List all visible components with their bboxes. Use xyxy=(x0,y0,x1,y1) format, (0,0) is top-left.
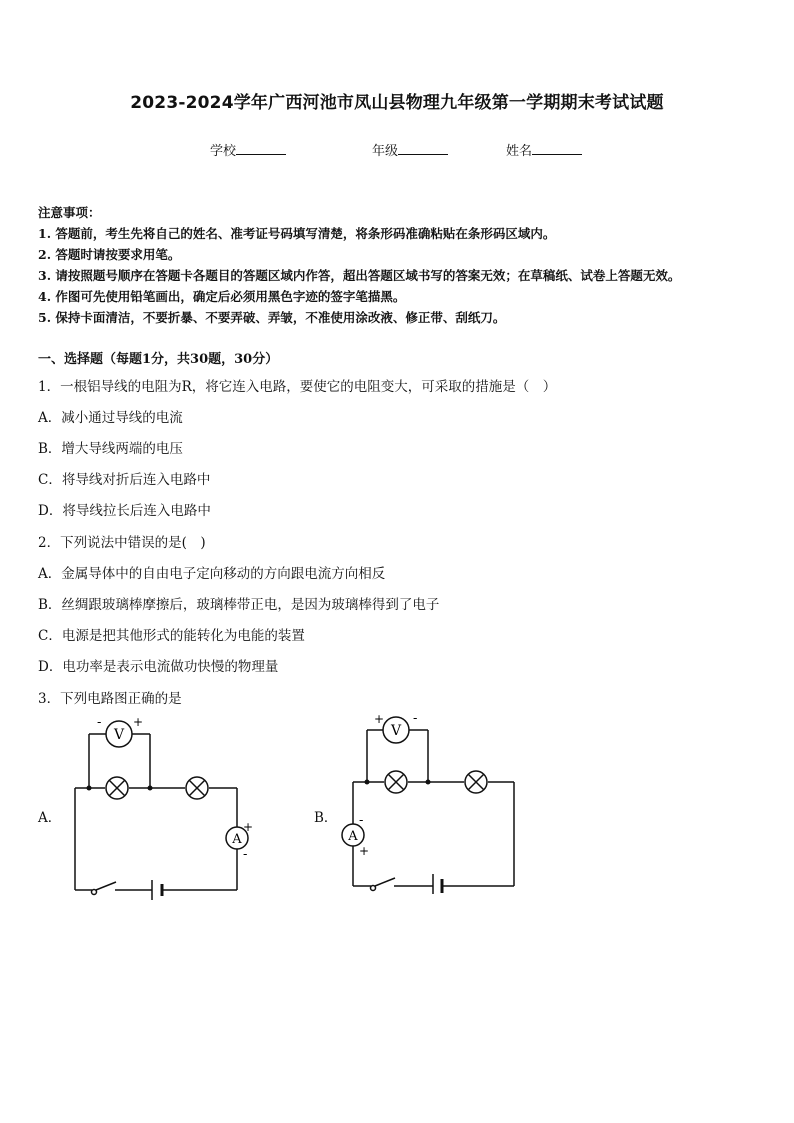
lamp-icon xyxy=(186,777,208,799)
option-c[interactable]: C．将导线对折后连入电路中 xyxy=(38,472,211,488)
circuit-b-diagram[interactable] xyxy=(337,710,527,894)
battery-icon xyxy=(433,874,442,894)
ammeter-minus-sign: - xyxy=(359,813,364,828)
section-heading: 一、选择题（每题1分，共30题，30分） xyxy=(38,352,279,367)
school-field[interactable] xyxy=(210,140,286,159)
junction-dot xyxy=(365,780,370,785)
note-item: 5. 保持卡面清洁，不要折暴、不要弄破、弄皱，不准使用涂改液、修正带、刮纸刀。 xyxy=(38,310,506,325)
option-b[interactable]: B．丝绸跟玻璃棒摩擦后，玻璃棒带正电，是因为玻璃棒得到了电子 xyxy=(38,597,440,613)
junction-dot xyxy=(148,786,153,791)
option-c[interactable]: C．电源是把其他形式的能转化为电能的装置 xyxy=(38,628,305,644)
note-item: 3. 请按照题号顺序在答题卡各题目的答题区域内作答，超出答题区域书写的答案无效；在草稿纸、试卷上答题无效。 xyxy=(38,268,681,283)
note-item: 1. 答题前，考生先将自己的姓名、准考证号码填写清楚，将条形码准确粘贴在条形码区域内。 xyxy=(38,226,556,241)
page-title: 2023-2024学年广西河池市凤山县物理九年级第一学期期末考试试题 xyxy=(130,93,664,113)
ammeter-plus-sign: + xyxy=(359,844,370,858)
question-stem: 3．下列电路图正确的是 xyxy=(38,691,182,707)
lamp-icon xyxy=(106,777,128,799)
voltmeter-plus-sign: + xyxy=(133,715,144,729)
name-label: 姓名 xyxy=(506,144,533,159)
school-blank[interactable] xyxy=(236,141,286,155)
grade-blank[interactable] xyxy=(398,141,448,155)
lamp-icon xyxy=(385,771,407,793)
question-stem: 2．下列说法中错误的是( ) xyxy=(38,535,206,551)
question-stem: 1．一根铝导线的电阻为R，将它连入电路，要使它的电阻变大，可采取的措施是（ ） xyxy=(38,379,557,395)
circuit-b-option-label[interactable]: B． xyxy=(314,810,338,826)
switch-icon xyxy=(92,882,117,895)
lamp-icon xyxy=(465,771,487,793)
junction-dot xyxy=(426,780,431,785)
voltmeter-minus-sign: - xyxy=(97,715,102,730)
name-field[interactable] xyxy=(506,140,582,159)
option-a[interactable]: A．减小通过导线的电流 xyxy=(38,410,183,426)
voltmeter-icon xyxy=(383,717,409,743)
switch-icon xyxy=(371,878,396,891)
grade-field[interactable] xyxy=(372,140,448,159)
svg-text:A: A xyxy=(232,832,242,847)
ammeter-minus-sign: - xyxy=(243,847,248,862)
junction-dot xyxy=(87,786,92,791)
battery-icon xyxy=(152,880,162,900)
option-d[interactable]: D．电功率是表示电流做功快慢的物理量 xyxy=(38,659,279,675)
option-d[interactable]: D．将导线拉长后连入电路中 xyxy=(38,503,211,519)
svg-text:V: V xyxy=(390,723,402,739)
note-item: 2. 答题时请按要求用笔。 xyxy=(38,247,181,262)
circuit-a-option-label[interactable]: A． xyxy=(38,810,62,826)
name-blank[interactable] xyxy=(532,141,582,155)
school-label: 学校 xyxy=(210,144,237,159)
grade-label: 年级 xyxy=(372,144,399,159)
voltmeter-plus-sign: + xyxy=(374,712,385,726)
ammeter-plus-sign: + xyxy=(243,820,254,834)
voltmeter-minus-sign: - xyxy=(413,711,418,726)
svg-text:A: A xyxy=(348,829,358,844)
option-b[interactable]: B．增大导线两端的电压 xyxy=(38,441,183,457)
notes-heading: 注意事项： xyxy=(38,205,101,220)
voltmeter-icon xyxy=(106,721,132,747)
circuit-a-diagram[interactable] xyxy=(60,714,270,904)
option-a[interactable]: A．金属导体中的自由电子定向移动的方向跟电流方向相反 xyxy=(38,566,386,582)
note-item: 4. 作图可先使用铅笔画出，确定后必须用黑色字迹的签字笔描黑。 xyxy=(38,289,406,304)
svg-text:V: V xyxy=(113,727,125,743)
